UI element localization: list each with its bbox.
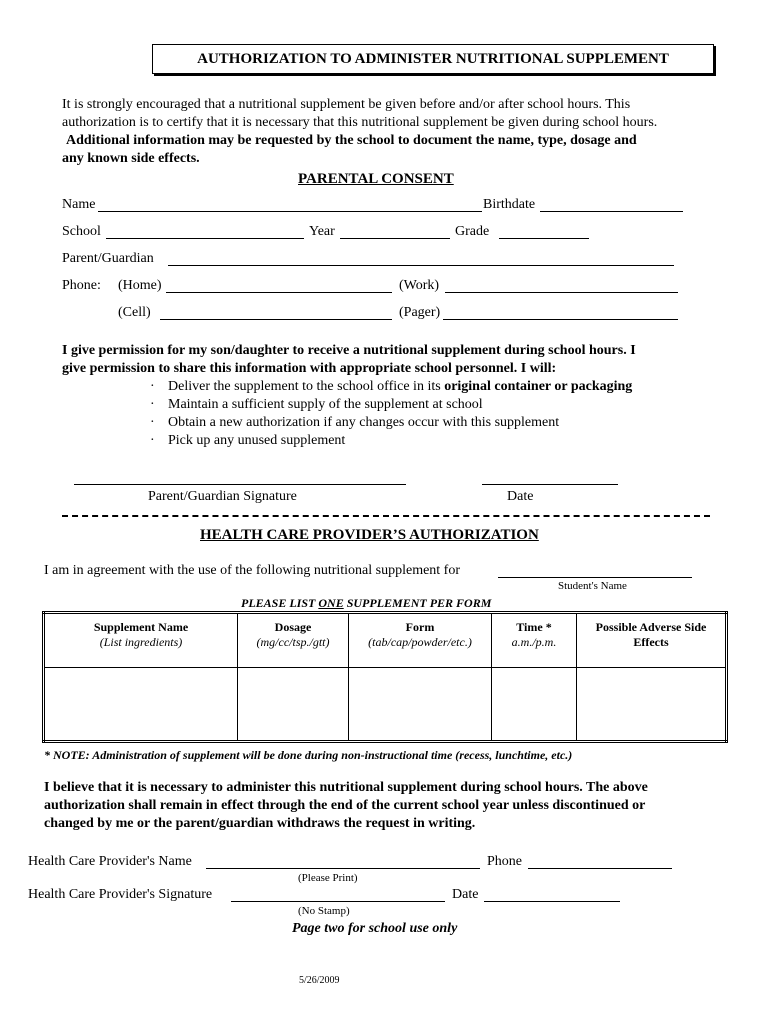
form-title: AUTHORIZATION TO ADMINISTER NUTRITIONAL SUPPLEMENT — [152, 44, 714, 74]
provider-phone-label: Phone — [487, 854, 522, 869]
supplement-table — [42, 611, 728, 743]
provider-name-field[interactable] — [206, 868, 480, 869]
parent-signature-field[interactable] — [74, 484, 406, 485]
bullet-item-2: · Maintain a sufficient supply of the supplement at school — [150, 397, 483, 412]
provider-signature-field[interactable] — [231, 901, 445, 902]
form-cell[interactable] — [349, 668, 492, 742]
name-label: Name — [62, 197, 96, 212]
intro-line-3: Additional information may be requested by the school to document the name, type, dosage and — [66, 133, 637, 148]
table-header-row — [44, 613, 727, 668]
grade-field[interactable] — [499, 238, 589, 239]
belief-line-1: I believe that it is necessary to administer this nutritional supplement during school hours. The above — [44, 780, 648, 795]
year-label: Year — [309, 224, 335, 239]
provider-name-label: Health Care Provider's Name — [28, 854, 192, 869]
note-text: * NOTE: Administration of supplement will be done during non-instructional time (recess, lunchtime, etc.) — [44, 748, 573, 762]
bullet-item-4: · Pick up any unused supplement — [150, 433, 346, 448]
parent-signature-label: Parent/Guardian Signature — [148, 489, 297, 504]
provider-signature-label: Health Care Provider's Signature — [28, 887, 213, 902]
provider-date-label: Date — [452, 887, 479, 902]
provider-date-field[interactable] — [484, 901, 620, 902]
parent-date-label: Date — [507, 489, 534, 504]
page-two-note: Page two for school use only — [292, 921, 458, 936]
work-phone-label: (Work) — [399, 278, 440, 293]
cell-phone-field[interactable] — [160, 319, 392, 320]
agreement-text: I am in agreement with the use of the following nutritional supplement for — [44, 563, 461, 578]
col-dosage: Dosage (mg/cc/tsp./gtt) — [238, 613, 349, 668]
dosage-cell[interactable] — [238, 668, 349, 742]
bullet-dot-icon: · — [150, 415, 155, 430]
student-name-field[interactable] — [498, 577, 692, 578]
students-name-caption: Student's Name — [558, 580, 627, 592]
bullet-item-1: · Deliver the supplement to the school office in its original container or packaging — [150, 379, 633, 394]
parent-date-field[interactable] — [482, 484, 618, 485]
year-field[interactable] — [340, 238, 450, 239]
provider-heading: HEALTH CARE PROVIDER’S AUTHORIZATION — [200, 527, 539, 543]
parent-guardian-label: Parent/Guardian — [62, 251, 154, 266]
birthdate-label: Birthdate — [483, 197, 536, 212]
bullet-dot-icon: · — [150, 397, 155, 412]
school-label: School — [62, 224, 101, 239]
home-phone-label: (Home) — [118, 278, 162, 293]
intro-line-2: authorization is to certify that it is necessary that this nutritional supplement be given during school hours. — [62, 115, 658, 130]
home-phone-field[interactable] — [166, 292, 392, 293]
col-form: Form (tab/cap/powder/etc.) — [349, 613, 492, 668]
parental-consent-heading: PARENTAL CONSENT — [298, 171, 454, 187]
col-supplement-name: Supplement Name (List ingredients) — [44, 613, 238, 668]
pager-label: (Pager) — [399, 305, 441, 320]
permission-line-1: I give permission for my son/daughter to receive a nutritional supplement during school hours. I — [62, 343, 636, 358]
phone-label: Phone: — [62, 278, 101, 293]
school-field[interactable] — [106, 238, 304, 239]
cell-phone-label: (Cell) — [118, 305, 151, 320]
work-phone-field[interactable] — [445, 292, 678, 293]
bullet-dot-icon: · — [150, 379, 155, 394]
grade-label: Grade — [455, 224, 490, 239]
permission-line-2: give permission to share this information with appropriate school personnel. I will: — [62, 361, 557, 376]
pager-field[interactable] — [443, 319, 678, 320]
birthdate-field[interactable] — [540, 211, 683, 212]
col-adverse-effects: Possible Adverse Side Effects — [577, 613, 727, 668]
bullet-dot-icon: · — [150, 433, 155, 448]
name-field[interactable] — [98, 211, 482, 212]
section-divider — [62, 515, 710, 517]
intro-line-4: any known side effects. — [62, 151, 200, 166]
belief-line-2: authorization shall remain in effect through the end of the current school year unless discontinued or — [44, 798, 646, 813]
col-time: Time * a.m./p.m. — [492, 613, 577, 668]
adverse-effects-cell[interactable] — [577, 668, 727, 742]
bullet-item-3: · Obtain a new authorization if any changes occur with this supplement — [150, 415, 560, 430]
intro-line-1: It is strongly encouraged that a nutritional supplement be given before and/or after school hours. This — [62, 97, 631, 112]
footer-date: 5/26/2009 — [299, 975, 340, 986]
belief-line-3: changed by me or the parent/guardian withdraws the request in writing. — [44, 816, 476, 831]
parent-guardian-field[interactable] — [168, 265, 674, 266]
table-row — [44, 668, 727, 742]
time-cell[interactable] — [492, 668, 577, 742]
please-print-caption: (Please Print) — [298, 872, 358, 884]
supplement-name-cell[interactable] — [44, 668, 238, 742]
no-stamp-caption: (No Stamp) — [298, 905, 350, 917]
provider-phone-field[interactable] — [528, 868, 672, 869]
list-one-instruction: PLEASE LIST ONE SUPPLEMENT PER FORM — [241, 596, 492, 610]
